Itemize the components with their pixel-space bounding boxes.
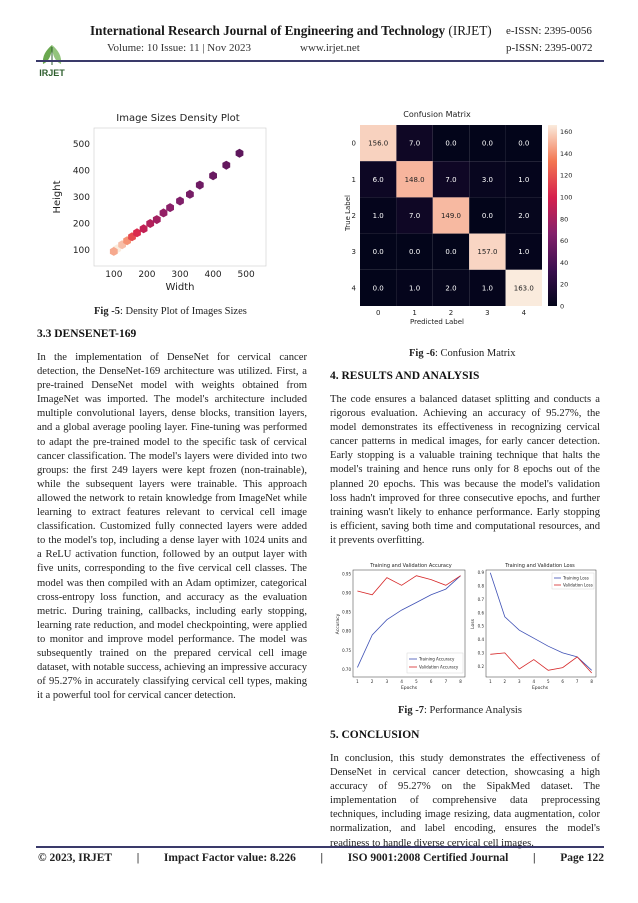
- fig5-label: Fig -5: [94, 306, 120, 317]
- cm-cell-value: 0.0: [445, 248, 457, 257]
- fig5-caption: [94, 306, 247, 317]
- journal-logo: [36, 44, 68, 78]
- acc-legend-val: Validation Accuracy: [419, 664, 459, 670]
- cm-cell-value: 0.0: [372, 284, 384, 293]
- cm-x-tick: 1: [412, 309, 417, 317]
- x-tick: 5: [415, 679, 418, 684]
- density-plot: [50, 108, 286, 294]
- cm-colorbar-tick: 120: [560, 171, 573, 180]
- logo-text: IRJET: [39, 68, 65, 78]
- cm-cell-value: 1.0: [481, 284, 493, 293]
- cm-cells: [360, 125, 542, 306]
- cm-colorbar-tick: 80: [560, 215, 569, 224]
- y-tick: 0.3: [477, 650, 484, 656]
- cm-cell-value: 156.0: [368, 139, 389, 148]
- density-x-tick: 500: [237, 270, 255, 280]
- acc-legend-train: Training Accuracy: [419, 656, 455, 662]
- journal-title-text: International Research Journal of Engineering and Technology: [90, 23, 446, 38]
- cm-x-tick: 4: [521, 309, 527, 317]
- density-x-tick: 200: [138, 270, 156, 280]
- cm-cell-value: 1.0: [409, 284, 421, 293]
- cm-xlabel: Predicted Label: [410, 318, 464, 326]
- footer-impact: Impact Factor value: 8.226: [163, 852, 296, 864]
- x-tick: 2: [370, 679, 374, 684]
- density-y-tick: 200: [72, 219, 90, 230]
- section-5-paragraph: [330, 752, 600, 851]
- logo-leaf-icon: [36, 44, 68, 66]
- e-issn: e-ISSN: 2395-0056: [506, 25, 592, 37]
- p-issn: p-ISSN: 2395-0072: [506, 42, 593, 54]
- density-y-tick: 500: [72, 139, 90, 150]
- x-tick: 4: [400, 679, 403, 684]
- cm-colorbar-tick: 40: [560, 258, 569, 267]
- y-tick: 0.9: [477, 570, 484, 576]
- y-tick: 0.2: [477, 663, 484, 669]
- acc-title: Training and Validation Accuracy: [370, 563, 452, 569]
- y-tick: 0.8: [477, 583, 484, 589]
- y-tick: 0.7: [477, 596, 484, 602]
- y-tick: 0.95: [342, 571, 351, 577]
- acc-legend: [407, 653, 463, 673]
- footer: [38, 852, 604, 864]
- section-3-3-text: In the implementation of DenseNet for cervical cancer detection, the DenseNet-169 architecture was utilized. First, a pre-trained DenseNet model with weights obtained from ImageNet was imported. The model's architecture included multiple convolutional layers, dense blocks, transition layers, and a global average pooling layer. Fine-tuning was performed to adapt the pre-trained model to the specific task of cervical cancer classification. The model's layers were divided into two groups: the first 249 layers were kept frozen (non-trainable), while the subsequent layers were trainable. This approach allowed the network to retain knowledge from ImageNet while learning to extract features relevant to cervical cell image classification. Customized fully connected layers were added to the model's top, including a dense layer with 1024 units and a ReLU activation function, followed by an output layer with five units, corresponding to the five cervical cell classes. The model was then compiled with an Adam optimizer, categorical cross-entropy loss function, and accuracy as the evaluation metric. During training, callbacks, including early stopping, learning rate reduction, and model checkpointing, were applied to monitor and improve model performance. The model was subsequently trained on the prepared cervical cell image dataset, with notable success, achieving an impressive accuracy of 95.27% in accurately classifying cervical cell types, making it a powerful tool for cervical cancer detection.: [37, 352, 307, 702]
- footer-copyright: © 2023, IRJET: [38, 852, 113, 864]
- loss-title: Training and Validation Loss: [505, 563, 575, 569]
- x-tick: 2: [503, 679, 507, 684]
- cm-colorbar-tick: 60: [560, 237, 569, 246]
- y-tick: 0.6: [477, 610, 484, 616]
- section-4-heading: 4. RESULTS AND ANALYSIS: [330, 370, 480, 382]
- cm-cell-value: 0.0: [372, 248, 384, 257]
- cm-ylabel: True Label: [344, 195, 352, 231]
- cm-y-tick: 1: [351, 175, 356, 184]
- journal-abbr: (IRJET): [448, 23, 492, 38]
- fig7-caption: [398, 705, 522, 716]
- x-tick: 1: [356, 679, 359, 684]
- cm-cell-value: 0.0: [409, 248, 421, 257]
- x-tick: 3: [385, 679, 389, 684]
- footer-sep-3: |: [533, 852, 536, 864]
- section-4-paragraph: [330, 393, 600, 548]
- x-tick: 1: [489, 679, 492, 684]
- y-tick: 0.5: [477, 623, 484, 629]
- section-4-text: The code ensures a balanced dataset splitting and conducts a rigorous evaluation. Achieving an accuracy of 95.27%, the model demonstrates its effectiveness in recognizing cervical cancer patterns in medical images, for early cancer detection. Early stopping is a valuable training technique that halts the model's training and hence runs only for 8 epochs out of the planned 20 epochs. This was because the model's validation loss hadn't improved for three consecutive epochs, and further training wasn't likely to enhance performance. Early stopping is efficient, saving both time and computational resources, and it prevents overfitting.: [330, 394, 600, 546]
- volume-issue: Volume: 10 Issue: 11 | Nov 2023: [107, 42, 251, 54]
- density-x-tick: 300: [171, 270, 189, 280]
- cm-cell-value: 0.0: [481, 212, 493, 220]
- loss-chart: [470, 560, 602, 692]
- footer-sep-2: |: [320, 852, 324, 864]
- x-tick: 8: [459, 679, 462, 684]
- section-5-heading: 5. CONCLUSION: [330, 729, 420, 741]
- cm-x-tick: 3: [485, 309, 490, 317]
- cm-cell-value: 6.0: [372, 175, 384, 184]
- density-x-tick: 400: [204, 270, 222, 280]
- density-y-tick: 300: [72, 193, 90, 203]
- loss-legend-val: Validation Loss: [563, 582, 593, 588]
- cm-x-tick: 2: [448, 309, 454, 317]
- density-y-ticks: [73, 140, 90, 256]
- density-y-tick: 100: [72, 246, 90, 257]
- x-tick: 6: [429, 679, 433, 684]
- loss-legend-train: Training Loss: [563, 575, 589, 581]
- footer-iso: ISO 9001:2008 Certified Journal: [347, 852, 509, 864]
- cm-cell-value: 0.0: [481, 139, 493, 148]
- cm-cell-value: 2.0: [518, 212, 530, 220]
- cm-colorbar-ticks: [560, 128, 572, 310]
- loss-xlabel: Epochs: [531, 686, 549, 691]
- x-tick: 8: [590, 679, 593, 684]
- cm-colorbar-tick: 20: [560, 280, 569, 289]
- cm-cell-value: 7.0: [409, 212, 421, 220]
- footer-page: Page 122: [560, 852, 604, 864]
- cm-cell-value: 7.0: [445, 175, 457, 184]
- cm-y-tick: 3: [351, 248, 356, 257]
- cm-cell-value: 0.0: [518, 139, 530, 148]
- journal-url[interactable]: www.irjet.net: [300, 42, 360, 54]
- header-rule: [36, 60, 604, 62]
- x-tick: 6: [561, 679, 564, 684]
- accuracy-chart: [335, 560, 471, 692]
- cm-cell-value: 1.0: [518, 248, 530, 257]
- x-tick: 7: [444, 679, 448, 684]
- y-tick: 0.80: [342, 628, 351, 634]
- x-tick: 4: [532, 679, 536, 684]
- footer-sep-1: |: [136, 852, 140, 864]
- cm-colorbar: [548, 125, 557, 306]
- y-tick: 0.90: [342, 590, 351, 596]
- cm-cell-value: 149.0: [440, 212, 462, 220]
- confusion-matrix: [342, 108, 574, 332]
- x-tick: 5: [546, 679, 550, 684]
- y-tick: 0.85: [342, 609, 351, 615]
- cm-y-tick: 4: [351, 284, 356, 293]
- cm-y-ticks: [352, 140, 357, 293]
- cm-colorbar-tick: 0: [560, 302, 565, 311]
- y-tick: 0.4: [477, 637, 484, 643]
- cm-cell-value: 148.0: [404, 175, 425, 184]
- loss-legend: [552, 573, 594, 589]
- cm-cell-value: 3.0: [481, 175, 493, 184]
- acc-ylabel: Accuracy: [336, 613, 341, 635]
- journal-title: [90, 23, 492, 39]
- acc-xlabel: Epochs: [400, 686, 418, 691]
- cm-colorbar-tick: 100: [560, 193, 573, 202]
- section-3-3-heading: 3.3 DENSENET-169: [37, 328, 137, 340]
- cm-y-tick: 2: [351, 212, 356, 220]
- fig7-label: Fig -7: [398, 705, 424, 716]
- cm-cell-value: 1.0: [518, 175, 530, 184]
- section-5-text: In conclusion, this study demonstrates the effectiveness of DenseNet in cervical cancer detection, showcasing a high accuracy of 95.27% on the SipakMed dataset. The implementation of comprehensive data preprocessing techniques, including image resizing, data augmentation, color normalization, and label encoding, ensures the model's readiness to handle diverse cervical cell images.: [330, 753, 600, 849]
- density-y-tick: 400: [72, 166, 90, 177]
- density-x-tick: 100: [105, 270, 123, 280]
- y-tick: 0.70: [342, 666, 351, 672]
- fig7-text: : Performance Analysis: [423, 705, 522, 716]
- fig6-label: Fig -6: [409, 348, 435, 359]
- cm-cell-value: 2.0: [445, 284, 457, 293]
- x-tick: 3: [518, 679, 521, 684]
- cm-colorbar-tick: 160: [560, 128, 573, 137]
- cm-cell-value: 157.0: [477, 248, 498, 257]
- density-x-ticks: [105, 270, 255, 280]
- cm-cell-value: 0.0: [445, 139, 457, 148]
- cm-cell-value: 7.0: [409, 139, 421, 148]
- density-title: Image Sizes Density Plot: [116, 113, 240, 124]
- cm-cell-value: 163.0: [513, 284, 534, 293]
- cm-x-ticks: [376, 309, 527, 317]
- fig6-caption: [409, 348, 515, 359]
- y-tick: 0.75: [342, 647, 351, 653]
- cm-x-tick: 0: [375, 309, 381, 317]
- cm-y-tick: 0: [351, 139, 356, 148]
- footer-rule: [36, 846, 604, 848]
- section-3-3-paragraph: [37, 351, 307, 703]
- density-xlabel: Width: [165, 282, 195, 293]
- fig6-text: : Confusion Matrix: [434, 348, 516, 359]
- cm-title: Confusion Matrix: [403, 110, 471, 119]
- loss-ylabel: Loss: [471, 619, 476, 629]
- fig5-text: : Density Plot of Images Sizes: [119, 306, 247, 317]
- density-ylabel: Height: [52, 180, 63, 214]
- x-tick: 7: [575, 679, 579, 684]
- cm-cell-value: 1.0: [372, 212, 384, 220]
- cm-colorbar-tick: 140: [560, 149, 573, 158]
